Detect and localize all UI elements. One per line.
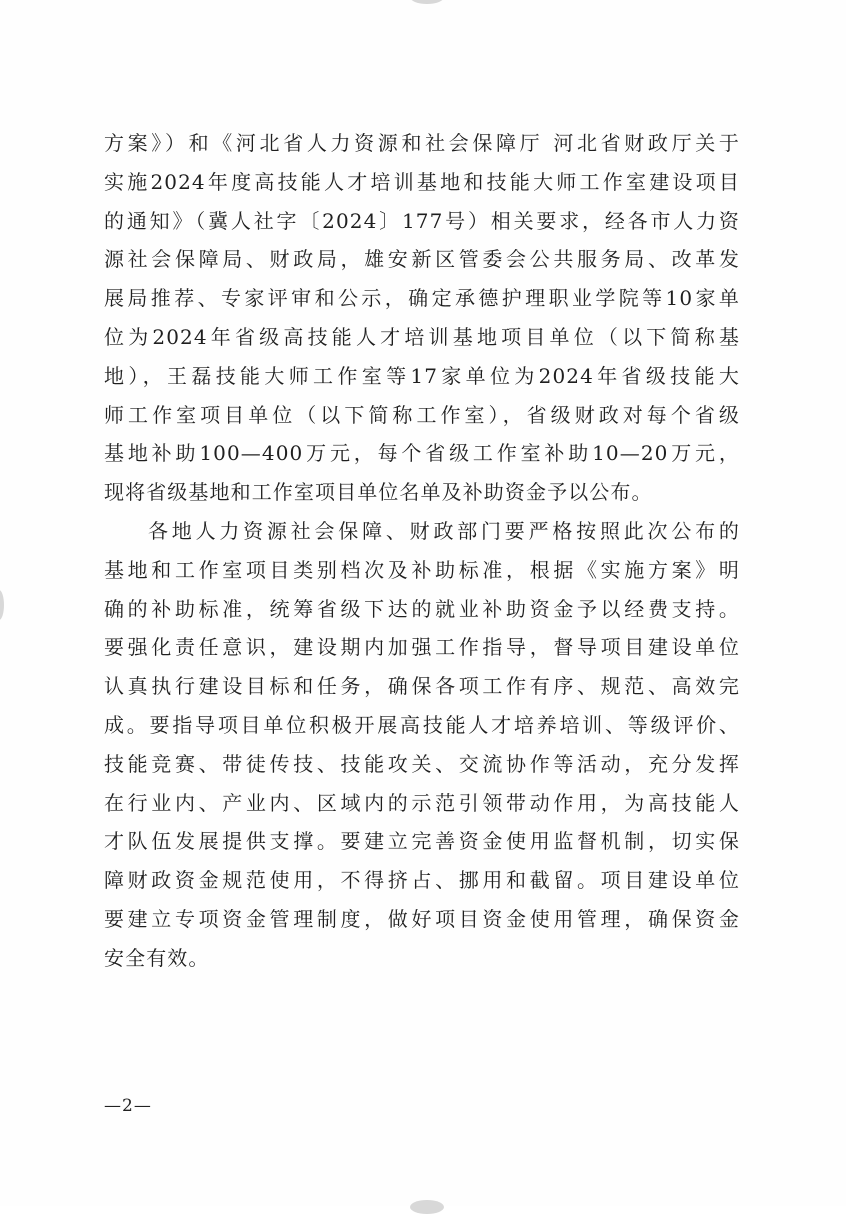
binding-hole-left [0, 590, 4, 620]
text-line: 基地和工作室项目类别档次及补助标准，根据《实施方案》明 [104, 557, 740, 582]
text-line: 地），王磊技能大师工作室等17家单位为2024年省级技能大 [104, 363, 740, 388]
binding-hole-top [410, 0, 444, 4]
text-line: 源社会保障局、财政局，雄安新区管委会公共服务局、改革发 [104, 247, 740, 272]
binding-hole-bottom [410, 1200, 444, 1214]
text-line: 师工作室项目单位（以下简称工作室），省级财政对每个省级 [104, 402, 740, 427]
text-line: 确的补助标准，统筹省级下达的就业补助资金予以经费支持。 [104, 596, 740, 621]
page-number: —2— [104, 1096, 152, 1116]
text-line: 的通知》（冀人社字〔2024〕177号）相关要求，经各市人力资 [104, 208, 740, 233]
text-line: 在行业内、产业内、区域内的示范引领带动作用，为高技能人 [104, 790, 740, 815]
text-line: 才队伍发展提供支撑。要建立完善资金使用监督机制，切实保 [104, 829, 740, 854]
text-line: 位为2024年省级高技能人才培训基地项目单位（以下简称基 [104, 324, 740, 349]
document-body [104, 124, 740, 978]
text-line: 安全有效。 [104, 945, 210, 970]
text-line: 成。要指导项目单位积极开展高技能人才培养培训、等级评价、 [104, 712, 740, 737]
text-line: 认真执行建设目标和任务，确保各项工作有序、规范、高效完 [104, 674, 740, 699]
text-line: 障财政资金规范使用，不得挤占、挪用和截留。项目建设单位 [104, 868, 740, 893]
text-line: 现将省级基地和工作室项目单位名单及补助资金予以公布。 [104, 480, 653, 505]
text-line: 技能竞赛、带徒传技、技能攻关、交流协作等活动，充分发挥 [104, 751, 740, 776]
text-line: 展局推荐、专家评审和公示，确定承德护理职业学院等10家单 [104, 286, 740, 311]
text-line: 要建立专项资金管理制度，做好项目资金使用管理，确保资金 [104, 906, 740, 931]
paragraph-2 [104, 512, 740, 978]
text-line: 要强化责任意识，建设期内加强工作指导，督导项目建设单位 [104, 635, 740, 660]
paragraph-1 [104, 124, 740, 512]
text-line: 各地人力资源社会保障、财政部门要严格按照此次公布的 [148, 518, 740, 543]
text-line: 方案》）和《河北省人力资源和社会保障厅 河北省财政厅关于 [104, 131, 740, 155]
text-line: 实施2024年度高技能人才培训基地和技能大师工作室建设项目 [104, 169, 740, 194]
text-line: 基地补助100—400万元，每个省级工作室补助10—20万元， [104, 441, 740, 466]
